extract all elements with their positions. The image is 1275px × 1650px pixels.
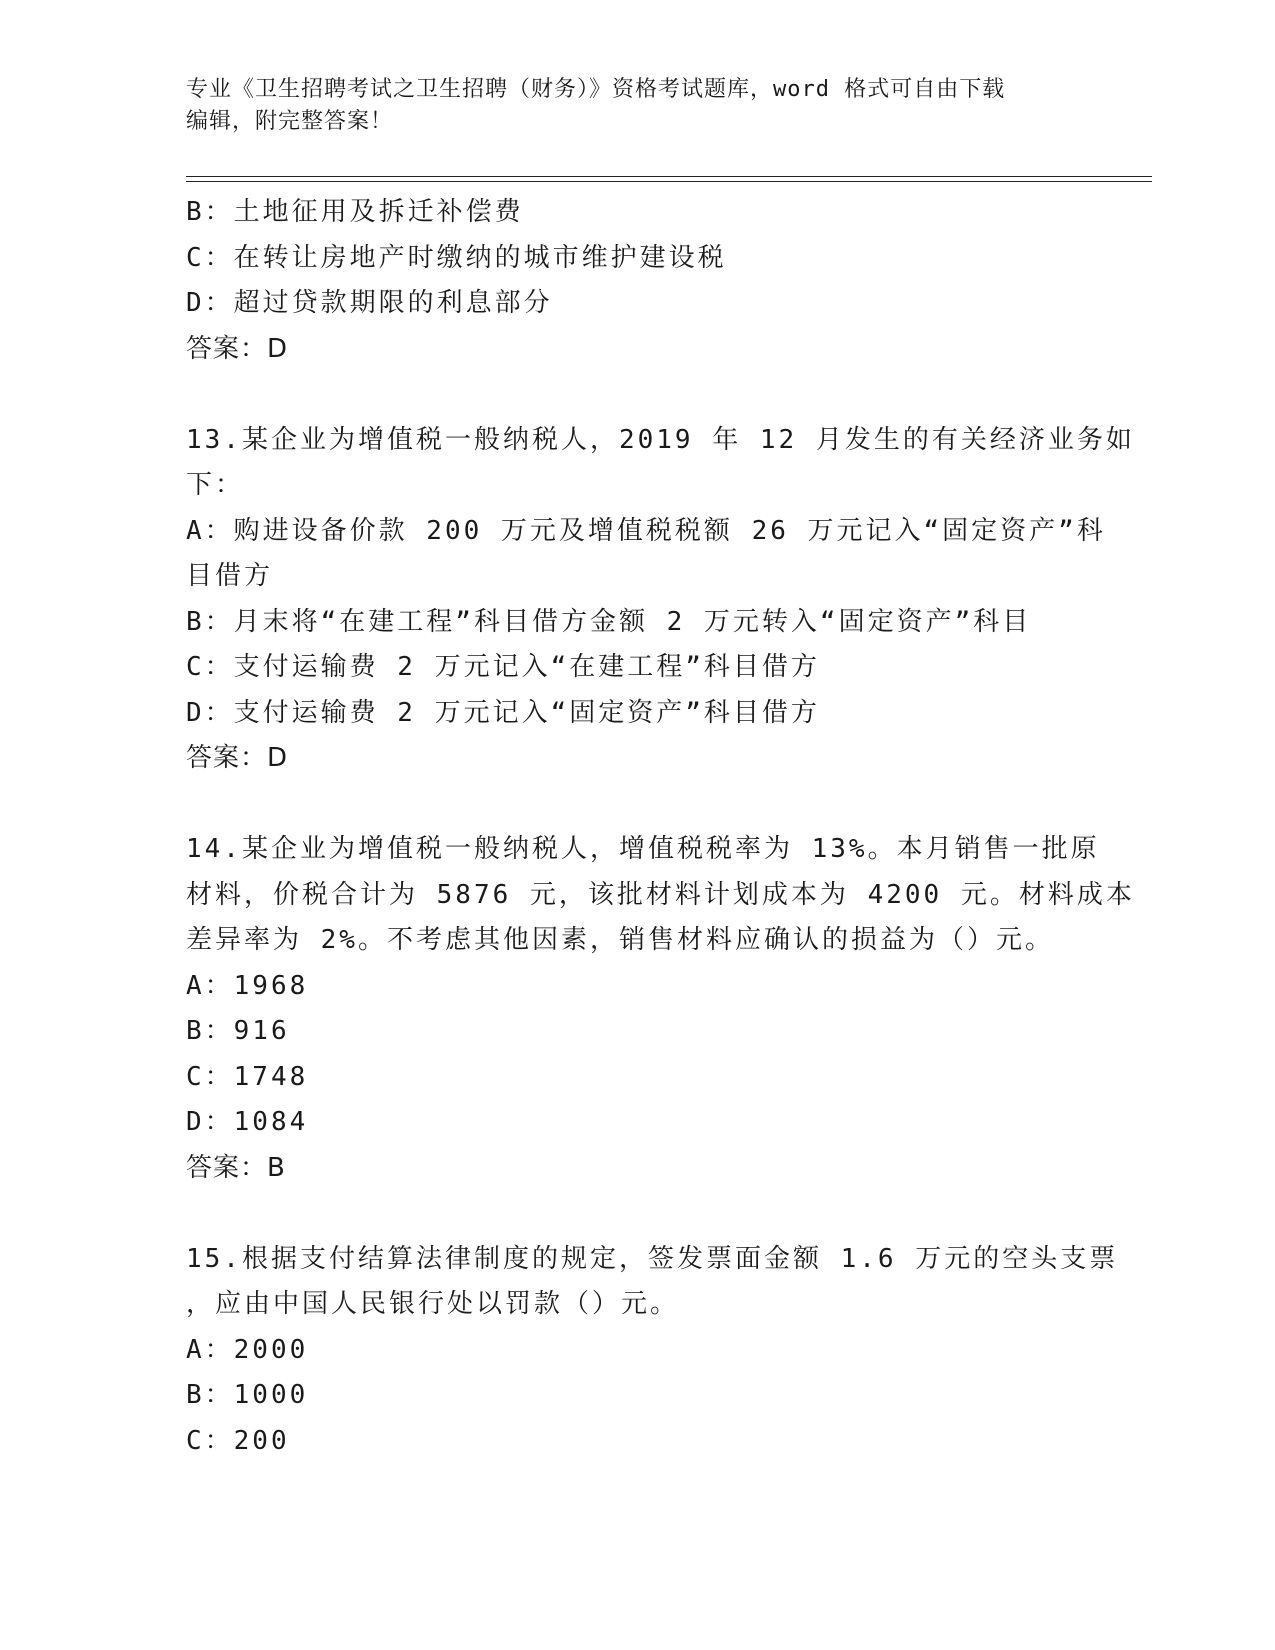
option-d: D：超过贷款期限的利息部分 <box>186 288 553 318</box>
answer: 答案：B <box>186 1152 286 1183</box>
question-14 <box>186 827 1135 1191</box>
question-stem: 材料，价税合计为 5876 元，该批材料计划成本为 4200 元。材料成本 <box>186 879 1135 910</box>
answer: 答案：D <box>186 333 289 364</box>
option-b: B：916 <box>186 1016 290 1046</box>
question-15 <box>186 1237 1119 1465</box>
question-stem: 差异率为 2%。不考虑其他因素，销售材料应确认的损益为（）元。 <box>186 925 1054 955</box>
header-line-2: 编辑，附完整答案！ <box>186 109 394 134</box>
page-header <box>186 74 1066 138</box>
document-body <box>186 190 1135 1464</box>
option-a: A：2000 <box>186 1334 309 1365</box>
answer: 答案：D <box>186 743 289 773</box>
question-stem: 14.某企业为增值税一般纳税人，增值税税率为 13%。本月销售一批原 <box>186 834 1100 864</box>
header-line-1: 专业《卫生招聘考试之卫生招聘（财务）》资格考试题库，word 格式可自由下载 <box>186 77 1006 102</box>
header-divider-bottom <box>186 181 1152 182</box>
option-d: D：支付运输费 2 万元记入“固定资产”科目借方 <box>186 697 820 728</box>
question-13 <box>186 418 1135 782</box>
option-b: B：1000 <box>186 1380 309 1410</box>
option-d: D：1084 <box>186 1107 309 1137</box>
option-c: C：200 <box>186 1425 290 1456</box>
header-divider-top <box>186 176 1152 177</box>
option-a: A：1968 <box>186 970 309 1001</box>
question-stem: ，应由中国人民银行处以罚款（）元。 <box>186 1289 680 1319</box>
option-c: C：在转让房地产时缴纳的城市维护建设税 <box>186 242 727 273</box>
option-c: C：1748 <box>186 1061 309 1092</box>
option-b: B：月末将“在建工程”科目借方金额 2 万元转入“固定资产”科目 <box>186 606 1032 637</box>
option-b: B：土地征用及拆迁补偿费 <box>186 197 524 227</box>
option-a: A：购进设备价款 200 万元及增值税税额 26 万元记入“固定资产”科 <box>186 515 1106 546</box>
question-stem: 15.根据支付结算法律制度的规定，签发票面金额 1.6 万元的空头支票 <box>186 1243 1119 1274</box>
option-a-cont: 目借方 <box>186 561 274 591</box>
question-stem: 下： <box>186 470 245 500</box>
question-stem: 13.某企业为增值税一般纳税人，2019 年 12 月发生的有关经济业务如 <box>186 424 1135 455</box>
option-c: C：支付运输费 2 万元记入“在建工程”科目借方 <box>186 652 820 682</box>
question-12-tail <box>186 190 1086 372</box>
